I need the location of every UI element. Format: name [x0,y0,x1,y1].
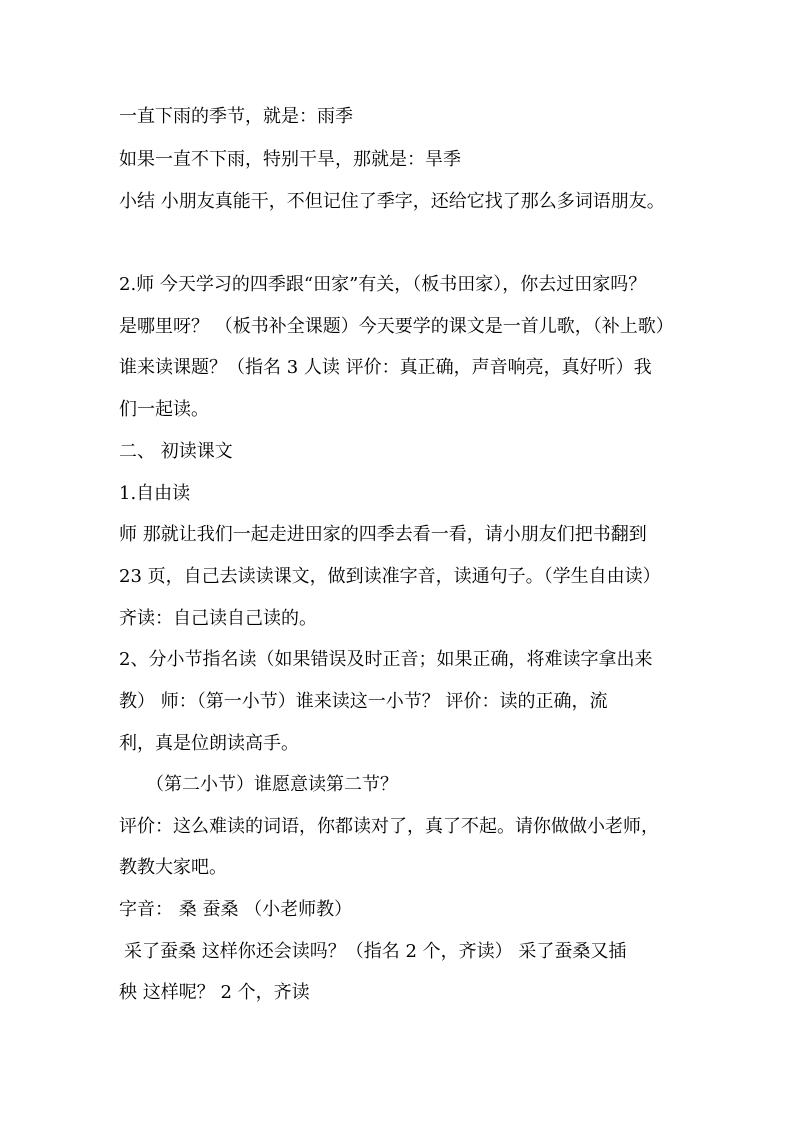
text-line-16: 教教大家吧。 [119,857,227,878]
text-line-5: 是哪里呀？ （板书补全课题）今天要学的课文是一首儿歌，（补上歌） [119,316,674,337]
text-line-6: 谁来读课题？（指名 3 人读 评价：真正确，声音响亮，真好听）我 [119,357,652,378]
text-line-17: 字音： 桑 蚕桑 （小老师教） [119,899,353,920]
section-heading: 二、 初读课文 [119,441,233,462]
text-line-15: 评价：这么难读的词语，你都读对了，真了不起。请你做做小老师， [119,816,659,837]
text-line-19: 秧 这样呢？ 2 个，齐读 [119,982,310,1003]
text-line-12: 教） 师：（第一小节）谁来读这一小节？ 评价：读的正确，流 [119,691,608,712]
text-line-9: 23 页，自己去读读课文，做到读准字音，读通句子。（学生自由读） [119,566,661,587]
text-line-3: 小结 小朋友真能干，不但记住了季字，还给它找了那么多词语朋友。 [119,191,665,212]
text-line-2: 如果一直不下雨，特别干旱，那就是：旱季 [119,149,461,170]
text-line-7: 们一起读。 [119,399,209,420]
text-line-13: 利，真是位朗读高手。 [119,733,299,754]
text-line-11: 2、分小节指名读（如果错误及时正音；如果正确，将难读字拿出来 [119,649,653,670]
text-line-10: 齐读：自己读自己读的。 [119,608,317,629]
text-line-18: 采了蚕桑 这样你还会读吗？（指名 2 个，齐读） 采了蚕桑又插 [124,941,627,962]
text-line-14: （第二小节）谁愿意读第二节？ [146,774,398,795]
text-line-1: 一直下雨的季节，就是：雨季 [119,106,353,127]
text-line-4: 2.师 今天学习的四季跟“田家”有关，（板书田家），你去过田家吗？ [119,274,647,295]
subheading-free-reading: 1.自由读 [119,483,191,504]
text-line-8: 师 那就让我们一起走进田家的四季去看一看，请小朋友们把书翻到 [119,524,647,545]
